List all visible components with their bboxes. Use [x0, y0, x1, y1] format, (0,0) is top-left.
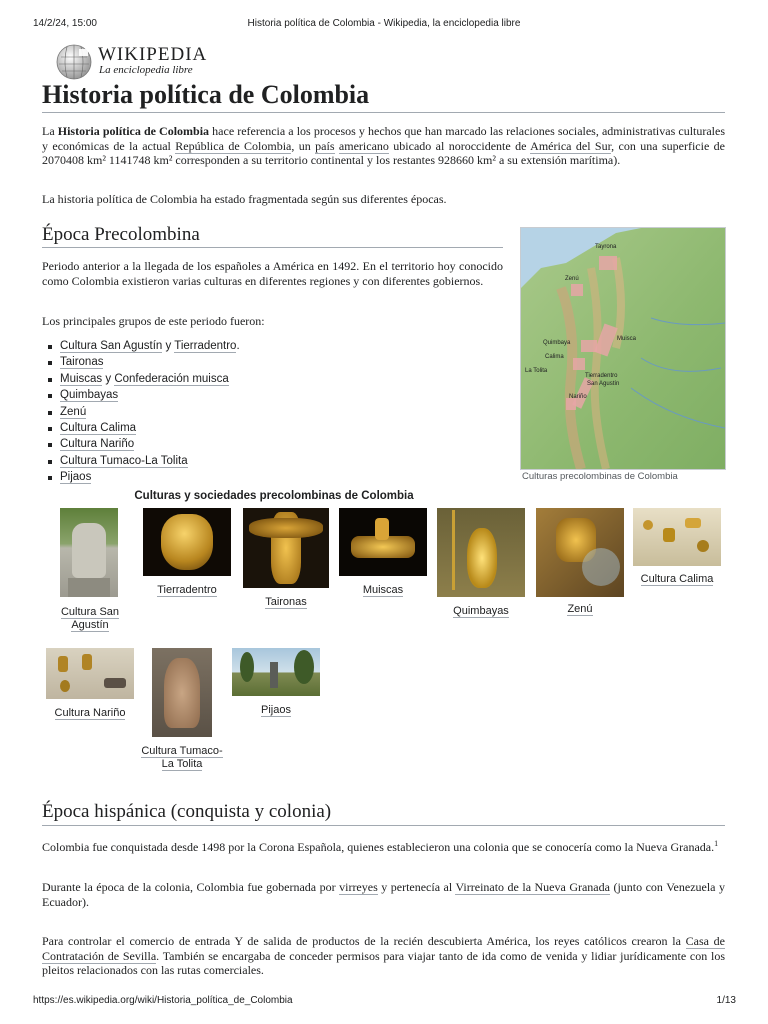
gallery-title: Culturas y sociedades precolombinas de Colombia — [134, 490, 414, 502]
list-item — [42, 354, 240, 370]
caption-text[interactable]: Cultura Tumaco-La Tolita — [141, 745, 223, 770]
caption-narino — [46, 707, 134, 720]
map-label: San Agustín — [587, 381, 620, 387]
link-virreinato[interactable]: Virreinato de la Nueva Granada — [455, 880, 610, 894]
print-title: Historia política de Colombia - Wikipedia, la enciclopedia libre — [247, 18, 521, 29]
caption-quimbayas — [437, 605, 525, 618]
culture-list — [42, 338, 240, 486]
link-americano[interactable]: americano — [338, 138, 389, 153]
link-pais[interactable]: país — [315, 138, 335, 153]
photo-quimbayas-poporo[interactable] — [437, 508, 525, 597]
caption-text[interactable]: Muiscas — [362, 584, 404, 596]
list-text: y — [102, 372, 115, 385]
precolombian-map[interactable] — [520, 227, 726, 470]
caption-tumaco — [138, 745, 226, 771]
photo-muiscas-raft[interactable] — [339, 508, 427, 576]
caption-text[interactable]: Pijaos — [261, 704, 291, 716]
map-label: Tierradentro — [585, 373, 618, 379]
caption-text[interactable]: Cultura Calima — [640, 573, 714, 585]
caption-tierradentro — [143, 584, 231, 597]
link-tumaco[interactable]: Cultura Tumaco-La Tolita — [60, 454, 188, 467]
print-url: https://es.wikipedia.org/wiki/Historia_política_de_Colombia — [33, 995, 293, 1006]
link-virreyes[interactable]: virreyes — [339, 880, 378, 894]
link-narino[interactable]: Cultura Nariño — [60, 438, 135, 451]
photo-zenu-ornament[interactable] — [536, 508, 624, 597]
list-item — [42, 469, 240, 485]
caption-text[interactable]: Cultura San Agustín — [60, 606, 120, 631]
caption-taironas — [243, 596, 329, 609]
list-item — [42, 453, 240, 469]
caption-muiscas — [339, 584, 427, 597]
link-republica[interactable]: República de Colombia — [175, 138, 292, 153]
paragraph-text: y pertenecía al — [377, 880, 456, 894]
list-item — [42, 420, 240, 436]
map-label: Calima — [545, 354, 564, 360]
paragraph-text: Colombia fue conquistada desde 1498 por la Corona Española, quienes establecieron una colonia que se conocería como la Nueva Granada. — [42, 840, 715, 854]
wikipedia-wordmark: WIKIPEDIA — [98, 44, 208, 65]
list-item — [42, 436, 240, 452]
wikipedia-globe-logo[interactable] — [55, 43, 93, 81]
photo-tumaco-figurine[interactable] — [152, 648, 212, 737]
photo-calima-jewelry[interactable] — [633, 508, 721, 566]
caption-text[interactable]: Quimbayas — [453, 605, 509, 617]
link-casa-contratacion[interactable]: Casa de Contratación de Sevilla — [42, 934, 725, 963]
map-label: Muisca — [617, 336, 637, 342]
intro-paragraph-2: La historia política de Colombia ha estado fragmentada según sus diferentes épocas. — [42, 192, 447, 206]
caption-calima — [633, 573, 721, 586]
link-america-del-sur[interactable]: América del Sur — [530, 138, 612, 153]
hispanica-paragraph-1 — [42, 837, 725, 855]
link-tierradentro[interactable]: Tierradentro — [174, 340, 237, 352]
list-text: . — [236, 340, 240, 352]
photo-narino-objects[interactable] — [46, 648, 134, 699]
caption-text[interactable]: Taironas — [265, 596, 307, 608]
map-label: Quimbaya — [543, 340, 571, 346]
print-page-number: 1/13 — [716, 995, 736, 1006]
section-divider — [42, 247, 503, 248]
page-title: Historia política de Colombia — [42, 80, 370, 109]
precolombina-paragraph: Periodo anterior a la llegada de los españoles a América en 1492. En el territorio hoy conocido como Colombia existieron varias culturas en diferentes regiones y con diferentes gobiernos. — [42, 259, 503, 288]
title-divider — [42, 112, 725, 113]
caption-text[interactable]: Zenú — [567, 603, 593, 615]
map-label: Tayrona — [595, 244, 617, 250]
list-item — [42, 371, 240, 387]
paragraph-text: Durante la época de la colonia, Colombia fue gobernada por — [42, 880, 340, 894]
print-datetime: 14/2/24, 15:00 — [33, 18, 97, 29]
intro-text: ubicado al noroccidente de — [388, 138, 531, 153]
link-quimbayas[interactable]: Quimbayas — [60, 389, 119, 402]
caption-text[interactable]: Cultura Nariño — [54, 707, 126, 719]
photo-tierradentro-mask[interactable] — [143, 508, 231, 576]
intro-text: La — [42, 124, 58, 138]
map-caption: Culturas precolombinas de Colombia — [522, 471, 678, 482]
link-muiscas[interactable]: Muiscas — [60, 372, 103, 385]
photo-taironas-figure[interactable] — [243, 508, 329, 588]
intro-text: hace referencia a los procesos y hechos que han marcado las relaciones sociales, administrativas culturales y económicas de la actual — [42, 124, 726, 153]
intro-text: , con una superficie de 2070408 km² 1141748 km² corresponden a su territorio continental y los restantes 928660 km² a su extensión marítima). — [42, 138, 726, 167]
caption-pijaos — [232, 704, 320, 717]
reference-marker[interactable]: 1 — [714, 839, 719, 848]
list-item — [42, 387, 240, 403]
section-divider — [42, 825, 725, 826]
link-calima[interactable]: Cultura Calima — [60, 421, 137, 434]
caption-zenu — [536, 603, 624, 616]
link-confederacion-muisca[interactable]: Confederación muisca — [114, 372, 229, 385]
caption-san-agustin — [52, 606, 128, 632]
section-heading-hispanica: Época hispánica (conquista y colonia) — [42, 801, 332, 822]
list-item — [42, 338, 240, 354]
list-text: y — [162, 340, 175, 352]
link-taironas[interactable]: Taironas — [60, 356, 104, 369]
paragraph-text: (junto con Venezuela y Ecuador). — [42, 880, 725, 909]
precolombina-groups-intro: Los principales grupos de este periodo fueron: — [42, 314, 265, 328]
photo-san-agustin-statue[interactable] — [60, 508, 118, 597]
map-label: Nariño — [569, 394, 587, 400]
link-zenu[interactable]: Zenú — [60, 405, 87, 418]
section-heading-precolombina: Época Precolombina — [42, 224, 200, 245]
link-pijaos[interactable]: Pijaos — [60, 471, 92, 484]
intro-bold-term: Historia política de Colombia — [57, 124, 210, 138]
map-label: La Tolita — [525, 368, 548, 374]
hispanica-paragraph-2 — [42, 880, 725, 909]
list-item — [42, 404, 240, 420]
wikipedia-tagline: La enciclopedia libre — [99, 64, 193, 76]
paragraph-text: . También se encargaba de conceder permisos para viajar tanto de ida como de venida y lidiar jurídicamente con los pleitos relacionados con las rutas comerciales. — [42, 948, 725, 977]
intro-paragraph — [42, 124, 725, 168]
photo-pijaos-statue[interactable] — [232, 648, 320, 696]
intro-text: , un — [291, 138, 316, 153]
paragraph-text: Para controlar el comercio de entrada Y de salida de productos de la recién descubierta América, los reyes católicos crearon la — [42, 934, 686, 948]
hispanica-paragraph-3 — [42, 934, 725, 978]
caption-text[interactable]: Tierradentro — [157, 584, 217, 596]
map-label: Zenú — [565, 276, 579, 282]
link-san-agustin[interactable]: Cultura San Agustín — [60, 340, 163, 352]
